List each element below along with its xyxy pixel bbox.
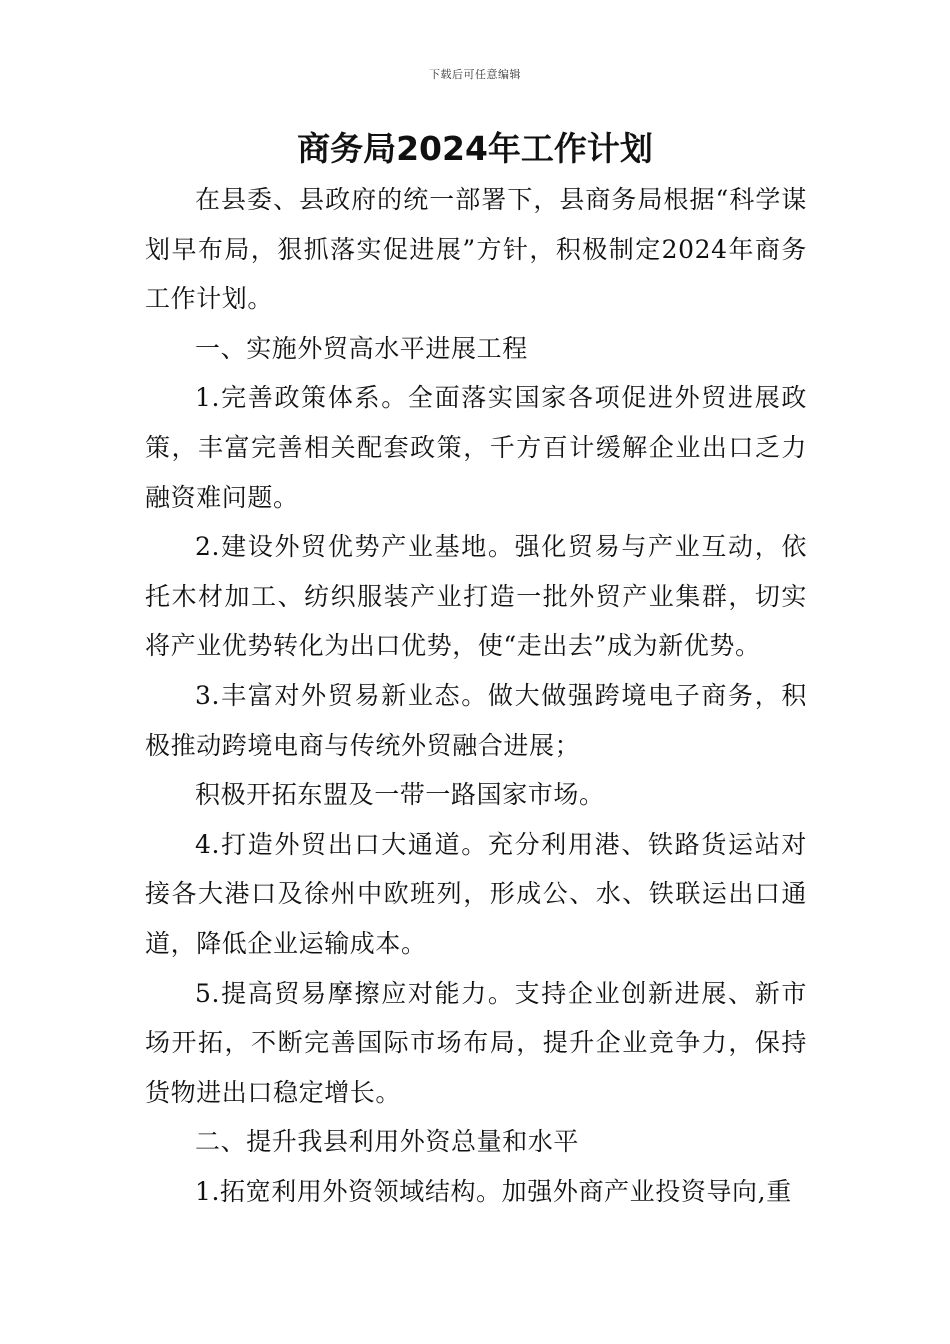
paragraph-1-3-continued: 积极开拓东盟及一带一路国家市场。 [195,780,605,810]
paragraph-1-4: 4.打造外贸出口大通道。充分利用港、铁路货运站对接各大港口及徐州中欧班列，形成公、水、铁联运出口通道，降低企业运输成本。 [145,829,807,958]
document-title: 商务局2024年工作计划 [297,129,653,168]
paragraph-2-1: 1.拓宽利用外资领域结构。加强外商产业投资导向,重 [195,1176,792,1206]
paragraph-1-1: 1.完善政策体系。全面落实国家各项促进外贸进展政策，丰富完善相关配套政策，千方百计缓解企业出口乏力融资难问题。 [145,383,807,512]
header-note: 下载后可任意编辑 [429,68,521,81]
section-heading-2: 二、提升我县利用外资总量和水平 [195,1127,580,1157]
paragraph-intro: 在县委、县政府的统一部署下，县商务局根据“科学谋划早布局，狠抓落实促进展”方针，积极制定2024年商务工作计划。 [145,185,807,314]
paragraph-1-2: 2.建设外贸优势产业基地。强化贸易与产业互动，依托木材加工、纺织服装产业打造一批外贸产业集群，切实将产业优势转化为出口优势，使“走出去”成为新优势。 [145,532,807,661]
document-body [145,175,807,1216]
paragraph-1-5: 5.提高贸易摩擦应对能力。支持企业创新进展、新市场开拓，不断完善国际市场布局，提升企业竞争力，保持货物进出口稳定增长。 [145,978,807,1107]
section-heading-1: 一、实施外贸高水平进展工程 [195,333,528,363]
paragraph-1-3: 3.丰富对外贸易新业态。做大做强跨境电子商务，积极推动跨境电商与传统外贸融合进展； [145,680,807,760]
